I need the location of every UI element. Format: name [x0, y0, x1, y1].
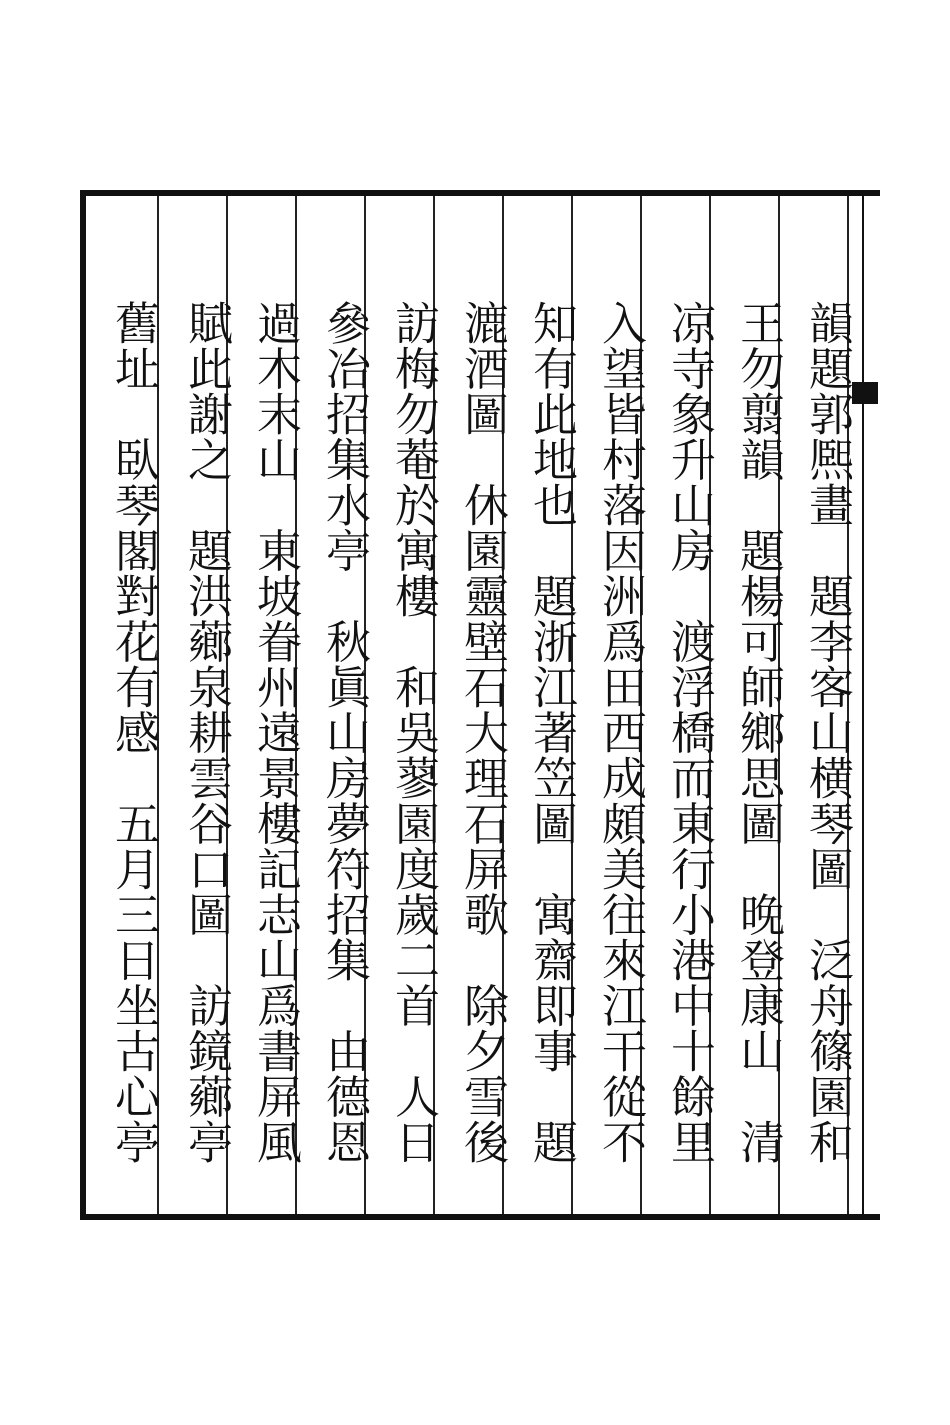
page-frame-edge — [862, 190, 880, 1220]
text-column-5: 知有此地也 題浙江著笠圖 寓齋即事 題 — [525, 300, 578, 1165]
text-column-1: 韻題郭熈畫 題李客山横琴圖 泛舟篠園和 — [801, 300, 854, 1165]
text-column-7: 訪梅勿菴於寓樓 和吳蓼園度歲二首 人日 — [387, 300, 440, 1165]
text-column-3: 凉寺象升山房 渡浮橋而東行小港中十餘里 — [663, 300, 716, 1165]
text-column-2: 王勿翦韻 題楊可師鄉思圖 晚登康山 清 — [732, 300, 785, 1165]
text-column-4: 入望皆村落因洲爲田西成頗美往來江干從不 — [594, 300, 647, 1165]
text-column-8: 參冶招集水亭 秋眞山房夢符招集 由德恩 — [318, 300, 371, 1165]
text-column-11: 舊址 臥琴閣對花有感 五月三日坐古心亭 — [107, 300, 160, 1165]
text-column-10: 賦此謝之 題洪薌泉耕雲谷口圖 訪鏡薌亭 — [180, 300, 233, 1165]
text-column-6: 漉酒圖 休園靈壁石大理石屏歌 除夕雪後 — [456, 300, 509, 1165]
text-column-9: 過木末山 東坡眷州遠景樓記志山爲書屏風 — [249, 300, 302, 1165]
